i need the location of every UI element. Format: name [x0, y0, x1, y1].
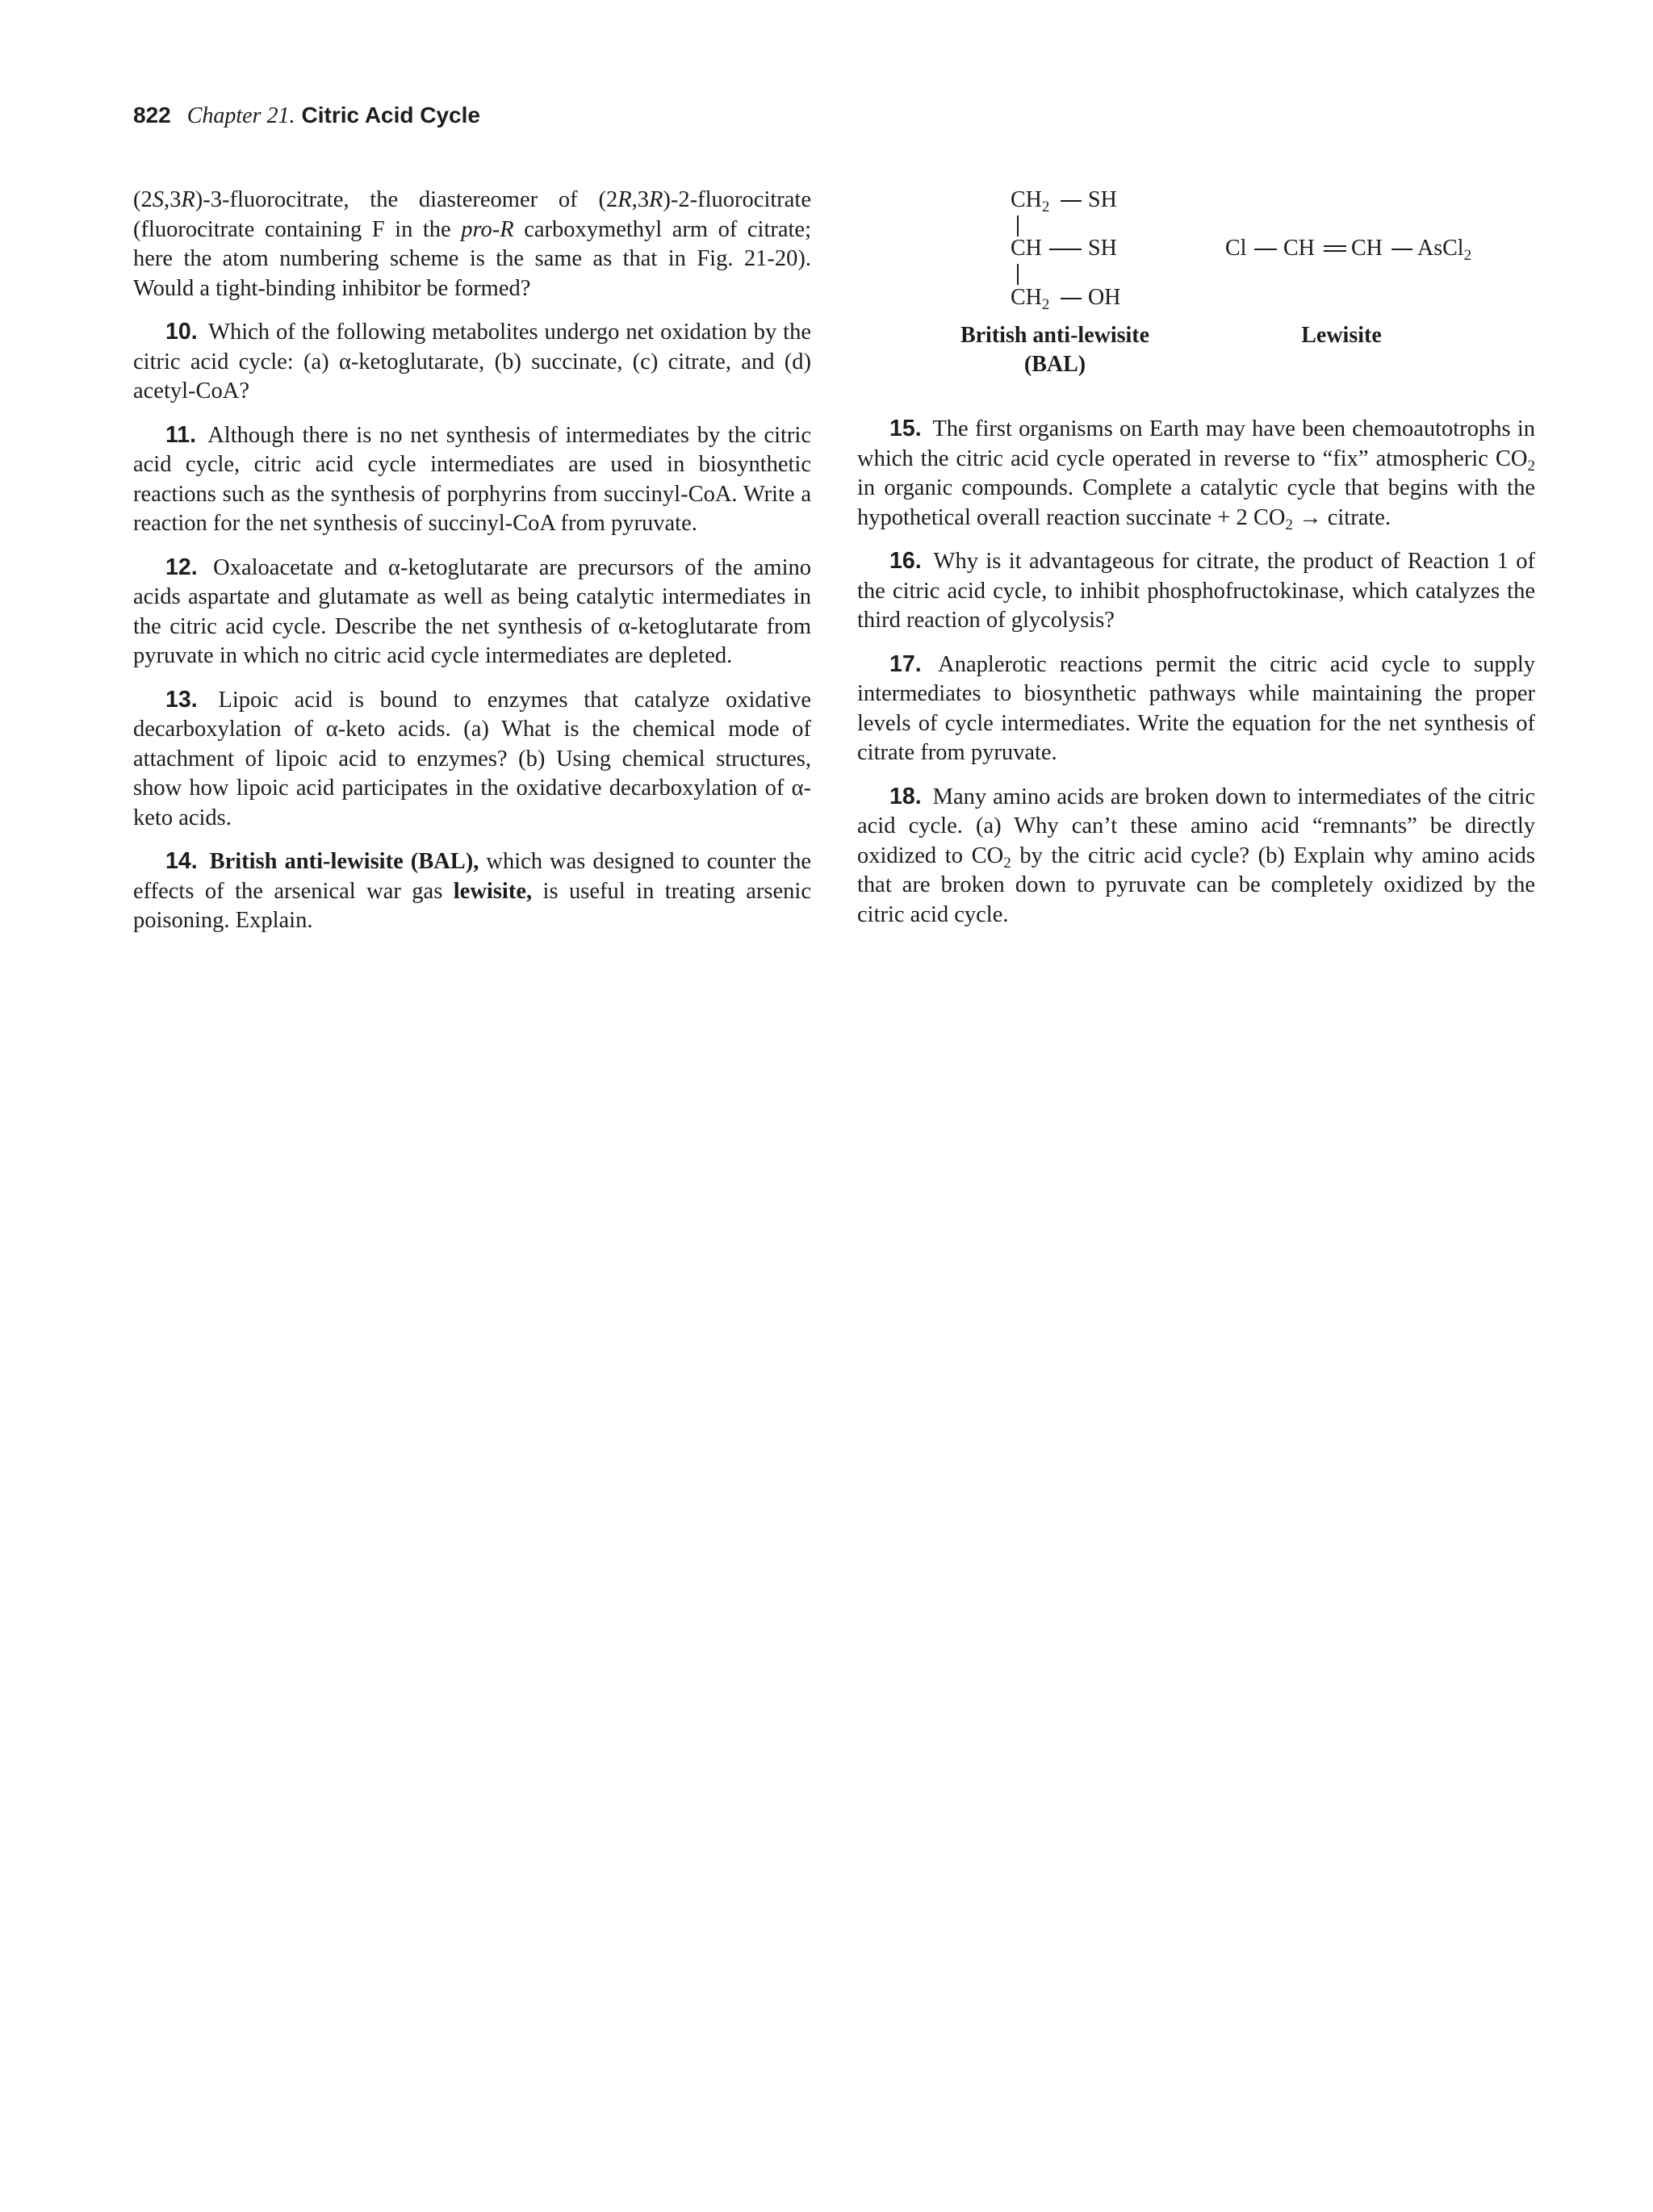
bal-ch2-bottom: $CH_2$ [1011, 285, 1050, 313]
chapter-label: Chapter 21. [186, 103, 295, 128]
question-number: 15. [889, 416, 922, 441]
lewisite-ch-b: CH [1351, 236, 1383, 261]
question-number: 17. [889, 650, 922, 677]
question-number: 16. [889, 548, 922, 574]
question-number: 10. [165, 319, 198, 345]
bal-ch2-top: $CH_2$ [1011, 187, 1050, 215]
question-12: 12. Oxaloacetate and α-ketoglutarate are precursors of the amino acids aspartate and glutamate as well as being catalytic intermediates in the citric acid cycle. Describe the net synthesis of α-ketoglutarate from pyruvate in which no citric acid cycle intermediates are depleted. [133, 554, 812, 668]
question-16: 16. Why is it advantageous for citrate, the product of Reaction 1 of the citric acid cycle, to inhibit phosphofructokinase, which catalyzes the third reaction of glycolysis? [857, 548, 1535, 633]
question-number: 13. [165, 686, 198, 713]
double-bond [1324, 245, 1346, 252]
bal-sh-top: SH [1088, 187, 1117, 212]
bond-line [1017, 215, 1019, 236]
lewisite-cl: Cl [1225, 236, 1247, 261]
bond-line [1049, 249, 1082, 250]
structure-figure [857, 178, 1535, 395]
running-header [133, 102, 480, 130]
bond-line [1017, 264, 1019, 285]
question-13: 13. Lipoic acid is bound to enzymes that catalyze oxidative decarboxylation of α-keto acids. (a) What is the chemical mode of attachment of lipoic acid to enzymes? (b) Using chemical structures, show how lipoic acid participates in the oxidative decarboxylation of α-keto acids. [133, 686, 812, 830]
question-10: 10. Which of the following metabolites undergo net oxidation by the citric acid cycle: (a) α-ketoglutarate, (b) succinate, (c) citrate, and (d) acetyl-CoA? [133, 319, 811, 404]
bal-caption-line2: (BAL) [1023, 352, 1086, 377]
question-17: 17. Anaplerotic reactions permit the citric acid cycle to supply intermediates to biosynthetic pathways while maintaining the proper levels of cycle intermediates. Write the equation for the net synthesis of citrate from pyruvate. [857, 650, 1535, 765]
bal-sh-middle: SH [1088, 236, 1117, 261]
right-column [857, 414, 1535, 943]
lewisite-ascl2: AsCl$_2$ [1417, 236, 1472, 264]
page-number: 822 [133, 102, 171, 128]
question-18: 18. Many amino acids are broken down to intermediates of the citric acid cycle. (a) Why can’t these amino acid “remnants” be directly oxidized to $CO_2$ by the citric acid cycle? (b) Explain why amino acids that are broken down to pyruvate can be completely oxidized by the citric acid cycle. [857, 783, 1536, 927]
chapter-title: Citric Acid Cycle [301, 102, 480, 128]
bond-line [1061, 298, 1082, 299]
question-11: 11. Although there is no net synthesis of intermediates by the citric acid cycle, citric acid cycle intermediates are used in biosynthetic reactions such as the synthesis of porphyrins from succinyl-CoA. Write a reaction for the net synthesis of succinyl-CoA from pyruvate. [133, 421, 811, 536]
lewisite-caption: Lewisite [1301, 323, 1382, 348]
left-column [133, 186, 811, 950]
bal-ch: CH [1011, 236, 1042, 261]
bond-line [1391, 249, 1412, 250]
bond-line [1061, 200, 1082, 202]
question-14: 14. British anti-lewisite (BAL), which was designed to counter the effects of the arsenical war gas lewisite, is useful in treating arsenic poisoning. Explain. [133, 848, 812, 933]
question-15: 15. The first organisms on Earth may have been chemoautotrophs in which the citric acid cycle operated in reverse to “fix” atmospheric $CO_2$ in organic compounds. Complete a catalytic cycle that begins with the hypothetical overall reaction succinate + 2 $CO_2$ → citrate. [857, 416, 1535, 533]
question-number: 14. [165, 848, 198, 874]
bond-line [1254, 249, 1277, 250]
lewisite-ch-a: CH [1283, 236, 1315, 261]
question-number: 11. [165, 421, 197, 448]
question-number: 18. [889, 783, 922, 809]
question-number: 12. [165, 554, 198, 580]
carryover-paragraph: (2S,3R)-3-fluorocitrate, the diastereomer of (2R,3R)-2-fluorocitrate (fluorocitrate containing F in the pro-R carboxymethyl arm of citrate; here the atom numbering scheme is the same as that in Fig. 21-20). Would a tight-binding inhibitor be formed? [133, 187, 812, 301]
bal-oh: OH [1088, 285, 1121, 310]
bal-caption-line1: British anti-lewisite [960, 323, 1150, 348]
